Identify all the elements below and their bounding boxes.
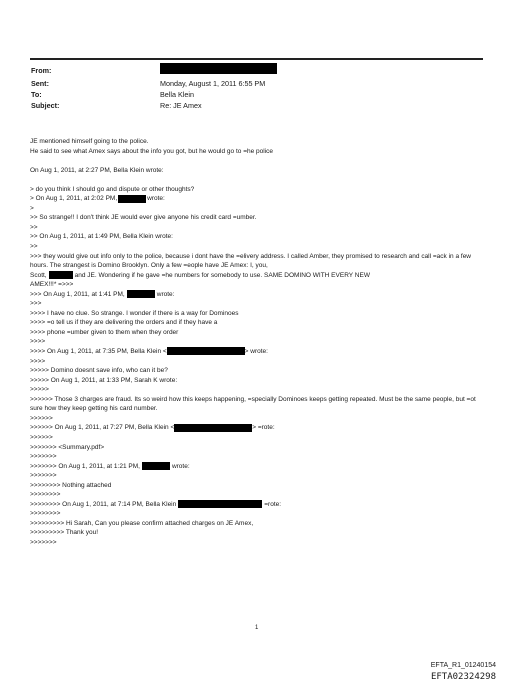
- body-text: > wrote:: [244, 348, 268, 356]
- redaction-box: [49, 271, 73, 279]
- body-line: >>>: [30, 300, 42, 308]
- redaction-from: [160, 63, 277, 74]
- body-line: [30, 194, 482, 204]
- body-line: >>>>>>>: [30, 472, 57, 480]
- body-line: [30, 423, 482, 433]
- page-number: 1: [255, 625, 259, 631]
- from-label: From:: [31, 66, 52, 75]
- body-line: >>>> I have no clue. So strange. I wonder if there is a way for Dominoes: [30, 309, 239, 317]
- body-line: >: [30, 204, 34, 212]
- body-line: >>>> phone =umber given to them when they order: [30, 328, 179, 336]
- bates-number-1: EFTA_R1_01240154: [430, 662, 496, 669]
- body-line: >>>>: [30, 357, 46, 365]
- body-line: > do you think I should go and dispute or other thoughts?: [30, 185, 195, 193]
- body-text: >>>>>>>> On Aug 1, 2011, at 7:14 PM, Bella Klein: [30, 500, 177, 508]
- redaction-box: [118, 195, 146, 203]
- body-text: =rote:: [264, 500, 282, 508]
- redaction-box: [127, 290, 155, 298]
- body-text: wrote:: [156, 290, 175, 298]
- subject-value: Re: JE Amex: [160, 101, 202, 110]
- redaction-box: [178, 500, 262, 508]
- body-text: > =rote:: [252, 424, 275, 432]
- body-line: >>>>>>>> Nothing attached: [30, 481, 112, 489]
- body-line: >>>>>>>>> Hi Sarah, Can you please confirm attached charges on JE Amex,: [30, 519, 254, 527]
- body-line: [30, 347, 482, 357]
- body-text: Scott,: [30, 271, 47, 279]
- body-line: >>>>>>>>> Thank you!: [30, 529, 99, 537]
- body-line: [30, 500, 482, 510]
- body-line: >>>>> On Aug 1, 2011, at 1:33 PM, Sarah K wrote:: [30, 376, 178, 384]
- subject-label: Subject:: [31, 101, 60, 110]
- body-line: >> On Aug 1, 2011, at 1:49 PM, Bella Klein wrote:: [30, 233, 173, 241]
- redaction-box: [167, 347, 245, 355]
- body-line: [30, 290, 482, 300]
- email-body: [30, 137, 482, 548]
- body-line: >>>>> Domino doesnt save info, who can it be?: [30, 367, 168, 375]
- body-text: wrote:: [171, 462, 190, 470]
- body-line: >>>>: [30, 338, 46, 346]
- body-line: >>>>>: [30, 386, 49, 394]
- to-label: To:: [31, 90, 42, 99]
- body-text: >>>> On Aug 1, 2011, at 7:35 PM, Bella Klein <: [30, 348, 167, 356]
- body-text: >>> On Aug 1, 2011, at 1:41 PM,: [30, 290, 125, 298]
- redaction-box: [174, 424, 252, 432]
- body-line: JE mentioned himself going to the police.: [30, 138, 149, 145]
- body-text: wrote:: [147, 195, 165, 203]
- header-rule: [30, 58, 483, 60]
- body-line: He said to see what Amex says about the info you got, but he would go to =he police: [30, 147, 274, 155]
- body-line: >>>>>>>>: [30, 510, 61, 518]
- body-line: AMEX!!!* =>>>: [30, 281, 74, 289]
- body-text: >>>>>>> On Aug 1, 2011, at 1:21 PM,: [30, 462, 140, 470]
- body-line: >>>>>>>>: [30, 491, 61, 499]
- body-line: >>> they would give out info only to the police, because i dont have the =elivery address. I called Amber, they promised to research and call =ack in a few hours. The strangest is Domino Brooklyn. Only a few =eople have JE Amex: I, you,: [30, 252, 471, 270]
- body-line: >>>>>>: [30, 433, 53, 441]
- body-line: >>: [30, 243, 38, 251]
- body-line: >>>>>> Those 3 charges are fraud. Its so weird how this keeps happening, =specially Dominoes keeps getting repeated. Must be the same people, but =ot sure how they keep getting his card number.: [30, 395, 476, 413]
- to-value: Bella Klein: [160, 90, 194, 99]
- body-text: and JE. Wondering if he gave =he numbers for somebody to use. SAME DOMINO WITH EVERY NEW: [74, 271, 370, 279]
- redaction-box: [142, 462, 170, 470]
- bates-number-2: EFTA02324298: [430, 672, 496, 682]
- body-text: > On Aug 1, 2011, at 2:02 PM,: [30, 195, 118, 203]
- body-line: [30, 462, 482, 472]
- body-line: >>>> =o tell us if they are delivering the orders and if they have a: [30, 319, 218, 327]
- body-line: >>: [30, 223, 38, 231]
- sent-label: Sent:: [31, 79, 49, 88]
- body-text: >>>>>> On Aug 1, 2011, at 7:27 PM, Bella Klein <: [30, 424, 175, 432]
- body-line: >> So strange!! I don't think JE would ever give anyone his credit card =umber.: [30, 214, 257, 222]
- sent-value: Monday, August 1, 2011 6:55 PM: [160, 79, 266, 88]
- body-line: >>>>>>>: [30, 538, 57, 546]
- body-line: On Aug 1, 2011, at 2:27 PM, Bella Klein wrote:: [30, 166, 164, 174]
- body-line: >>>>>>>: [30, 453, 57, 461]
- body-line: [30, 271, 482, 281]
- body-line: >>>>>>: [30, 414, 53, 422]
- body-line: >>>>>>> <Summary.pdf>: [30, 443, 105, 451]
